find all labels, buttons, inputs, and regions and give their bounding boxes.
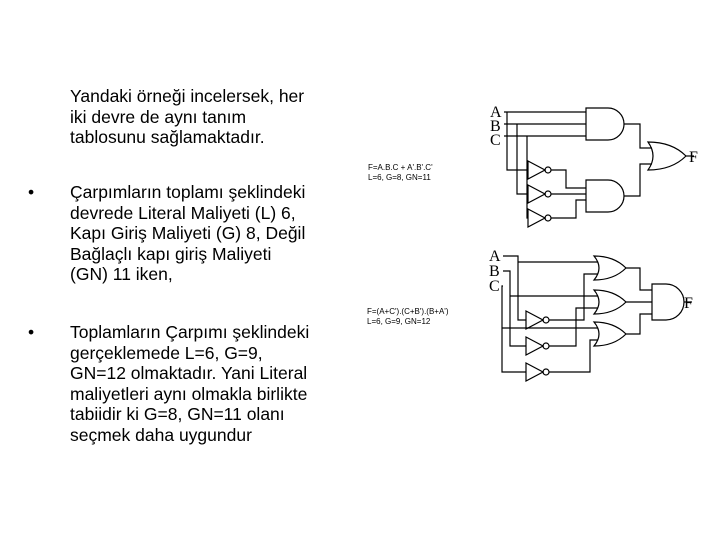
bullet-line: tabiidir ki G=8, GN=11 olanı bbox=[70, 404, 285, 424]
sop-costs: L=6, G=8, GN=11 bbox=[368, 172, 431, 182]
not-gate bbox=[526, 337, 543, 355]
or-output-wires bbox=[626, 268, 652, 334]
input-label-b: B bbox=[489, 263, 500, 280]
not-gate bbox=[528, 161, 545, 179]
inverted-wires bbox=[549, 274, 598, 372]
bullet-line: Kapı Giriş Maliyeti (G) 8, Değil bbox=[70, 223, 306, 243]
not-gate bbox=[528, 185, 545, 203]
not-gate bbox=[526, 363, 543, 381]
input-label-b: B bbox=[490, 118, 501, 135]
bullet-symbol: • bbox=[28, 182, 35, 202]
bullet-line: maliyetleri aynı olmakla birlikte bbox=[70, 383, 308, 404]
bullet-line: seçmek daha uygundur bbox=[70, 424, 252, 445]
bullet-line: gerçeklemede L=6, G=9, bbox=[70, 342, 263, 363]
sop-circuit bbox=[490, 104, 698, 227]
or-gate bbox=[594, 290, 626, 314]
or-gate bbox=[594, 256, 626, 280]
input-wires bbox=[504, 112, 586, 136]
intro-line: Yandaki örneği incelersek, her bbox=[70, 86, 305, 106]
bullet-line: Toplamların Çarpımı şeklindeki bbox=[70, 322, 310, 342]
bullet-line: GN=12 olmaktadır. Yani Literal bbox=[70, 363, 308, 383]
or-gate bbox=[648, 142, 686, 170]
not-gate bbox=[526, 311, 543, 329]
pos-circuit bbox=[489, 248, 693, 381]
inverted-wires bbox=[551, 170, 586, 218]
and-output-wires bbox=[624, 124, 652, 196]
bullet-line: Bağlaçlı kapı giriş Maliyeti bbox=[70, 243, 272, 264]
pos-costs: L=6, G=9, GN=12 bbox=[367, 316, 431, 326]
inverter-feed-wires bbox=[507, 112, 528, 218]
input-label-a: A bbox=[489, 248, 501, 265]
and-gate bbox=[586, 180, 624, 212]
not-gate bbox=[528, 209, 545, 227]
input-label-c: C bbox=[489, 278, 500, 295]
intro-line: tablosunu sağlamaktadır. bbox=[70, 127, 265, 147]
input-label-a: A bbox=[490, 104, 502, 121]
input-label-c: C bbox=[490, 132, 501, 149]
output-label-f: F bbox=[684, 295, 693, 312]
and-gate bbox=[586, 108, 624, 140]
bullet-line: devrede Literal Maliyeti (L) 6, bbox=[70, 202, 296, 223]
and-gate bbox=[652, 284, 684, 320]
input-wires bbox=[502, 256, 526, 372]
pos-expression: F=(A+C').(C+B').(B+A') bbox=[367, 307, 449, 316]
or-gate bbox=[594, 322, 626, 346]
bullet-line: Çarpımların toplamı şeklindeki bbox=[70, 182, 306, 202]
bullet-symbol: • bbox=[28, 322, 35, 342]
intro-line: iki devre de aynı tanım bbox=[70, 106, 247, 127]
bullet-line: (GN) 11 iken, bbox=[70, 264, 173, 284]
output-label-f: F bbox=[689, 149, 698, 166]
sop-expression: F=A.B.C + A'.B'.C' bbox=[368, 163, 433, 172]
